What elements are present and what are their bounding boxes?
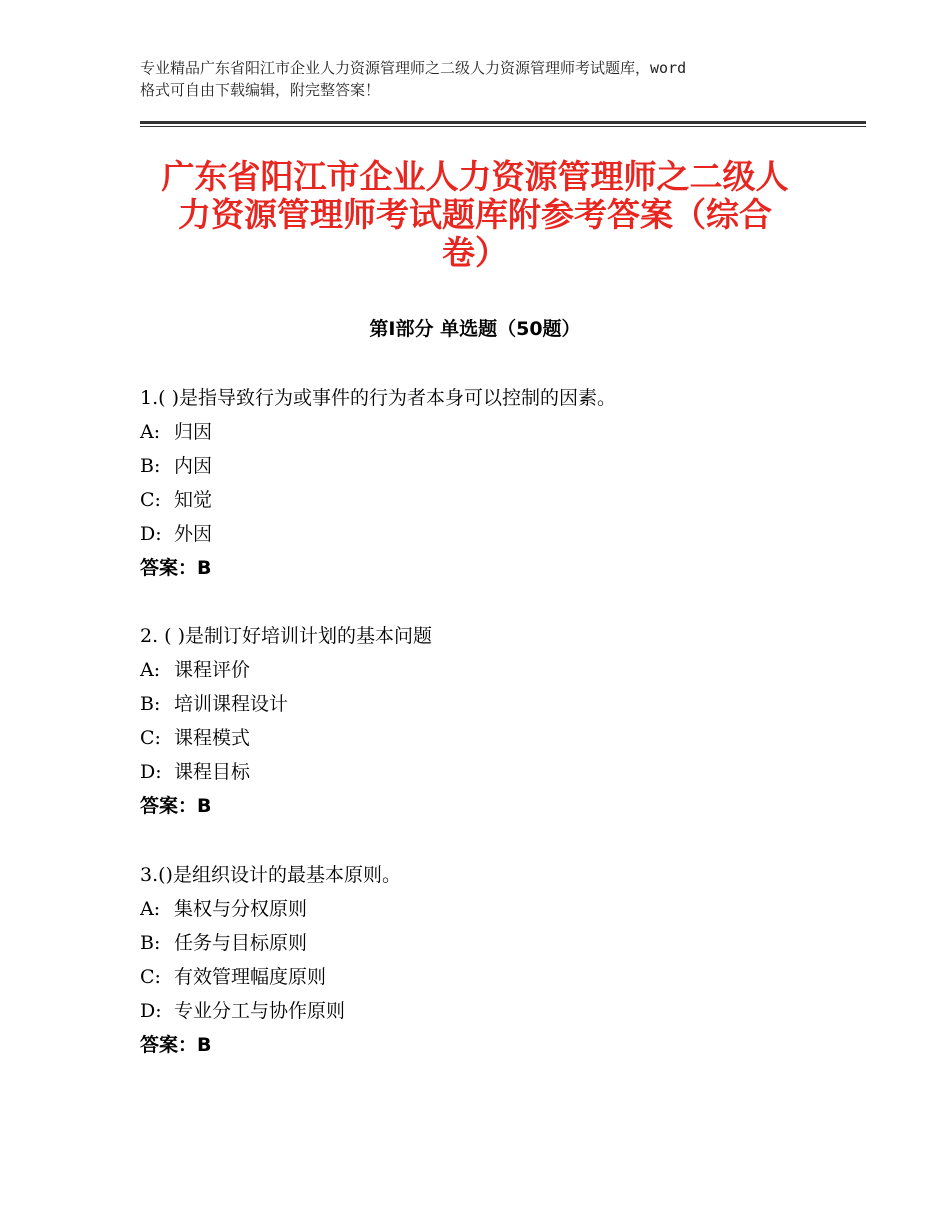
document-title-line-1: 广东省阳江市企业人力资源管理师之二级人	[161, 157, 789, 196]
option-text: 归因	[174, 421, 213, 443]
option-text: 任务与目标原则	[174, 932, 308, 954]
option-letter: A:	[140, 659, 161, 681]
option-a	[140, 419, 860, 453]
option-text: 知觉	[174, 489, 213, 511]
option-text: 课程目标	[174, 761, 251, 783]
option-letter: D:	[140, 761, 162, 783]
option-text: 有效管理幅度原则	[174, 966, 327, 988]
option-letter: C:	[140, 727, 161, 749]
question-stem: 2. ( )是制订好培训计划的基本问题	[140, 625, 433, 647]
option-letter: D:	[140, 1000, 162, 1022]
option-text: 外因	[174, 523, 213, 545]
document-title	[120, 158, 830, 272]
option-text: 培训课程设计	[174, 693, 289, 715]
option-d	[140, 998, 860, 1032]
answer-line: 答案：B	[140, 557, 212, 579]
option-a	[140, 657, 860, 691]
section-heading: 第Ⅰ部分 单选题（50题）	[369, 318, 581, 340]
option-letter: C:	[140, 489, 161, 511]
question-1	[140, 385, 860, 589]
answer-line: 答案：B	[140, 795, 212, 817]
option-text: 课程评价	[174, 659, 251, 681]
option-b	[140, 691, 860, 725]
question-2	[140, 623, 860, 827]
option-c	[140, 964, 860, 998]
header-divider-thick	[140, 121, 866, 124]
question-stem: 3.()是组织设计的最基本原则。	[140, 864, 401, 886]
option-text: 课程模式	[174, 727, 251, 749]
option-d	[140, 759, 860, 793]
option-letter: A:	[140, 421, 161, 443]
option-text: 内因	[174, 455, 213, 477]
header-note-line-2: 格式可自由下载编辑，附完整答案！	[140, 81, 381, 99]
answer-line: 答案：B	[140, 1034, 212, 1056]
option-letter: A:	[140, 898, 161, 920]
option-b	[140, 930, 860, 964]
option-letter: B:	[140, 932, 161, 954]
option-letter: D:	[140, 523, 162, 545]
header-note-line-1: 专业精品广东省阳江市企业人力资源管理师之二级人力资源管理师考试题库，word	[140, 59, 687, 77]
option-b	[140, 453, 860, 487]
option-c	[140, 725, 860, 759]
option-text: 专业分工与协作原则	[174, 1000, 346, 1022]
option-d	[140, 521, 860, 555]
option-c	[140, 487, 860, 521]
option-letter: B:	[140, 693, 161, 715]
option-letter: C:	[140, 966, 161, 988]
question-3	[140, 862, 860, 1066]
header-divider-thin	[140, 126, 866, 127]
header-note	[140, 57, 840, 101]
document-title-line-2: 力资源管理师考试题库附参考答案（综合	[178, 195, 772, 234]
document-title-line-3: 卷）	[442, 233, 508, 272]
option-a	[140, 896, 860, 930]
question-stem: 1.( )是指导致行为或事件的行为者本身可以控制的因素。	[140, 387, 616, 409]
option-letter: B:	[140, 455, 161, 477]
option-text: 集权与分权原则	[174, 898, 308, 920]
